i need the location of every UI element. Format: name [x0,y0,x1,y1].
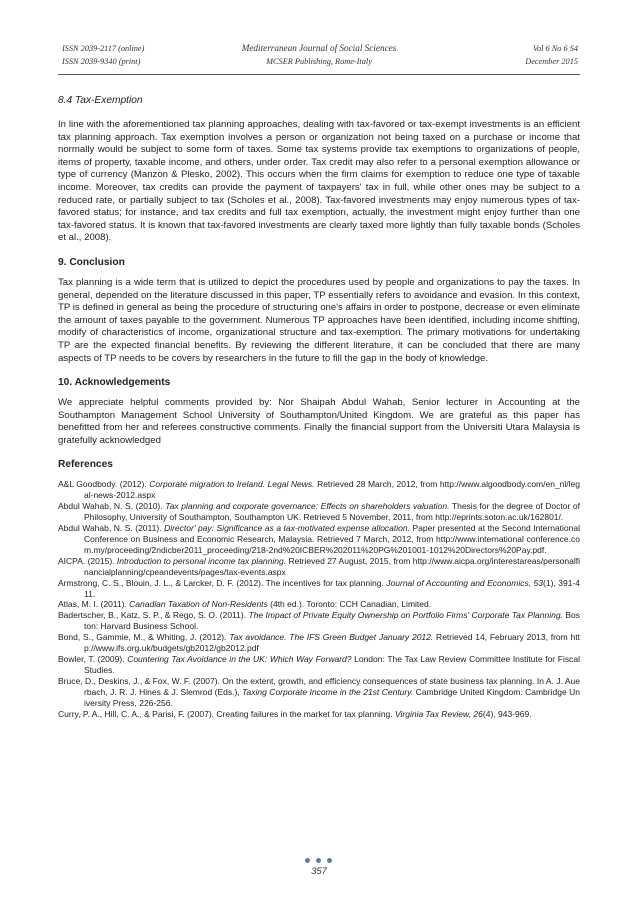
section-heading-acknowledgements: 10. Acknowledgements [58,377,171,389]
reference-item: Bruce, D., Deskins, J., & Fox, W. F. (2007). On the extent, growth, and efficiency consequences of state business tax planning. In A. J. Auerbach, J. R. J. Hines & J. Slemrod (Eds.), Taxing Corporate Income in the 21st Century. Cambridge United Kingdom: Cambridge University Press, 226-256. [58,675,580,708]
reference-item: Bond, S., Gammie, M., & Whiting, J. (2012). Tax avoidance. The IFS Green Budget January 2012. Retrieved 14, February 2013, from http://www.ifs.org.uk/budgets/gb2012/gb2012.pdf [58,632,580,654]
page-header [58,42,580,75]
reference-item: Bowler, T. (2009). Countering Tax Avoidance in the UK: Which Way Forward? London: The Tax Law Review Committee Institute for Fiscal Studies. [58,653,580,675]
reference-item: Abdul Wahab, N. S. (2011). Director' pay: Significance as a tax-motivated expense allocation. Paper presented at the Second International Conference on Business and Economic Research, Malaysia. Retrieved 7 March, 2012, from http://www.international conference.com.my/proceeding/2ndicber2011_proceeding/218-2nd%20ICBER%202011%20PG%201001-1012%20Directors%20Pay.pdf. [58,523,580,555]
reference-item: Atlas, M. I. (2011). Canadian Taxation of Non-Residents (4th ed.). Toronto: CCH Canadian, Limited. [58,599,432,610]
section-heading-tax-exemption: 8.4 Tax-Exemption [58,95,143,106]
issn-online: ISSN 2039-2117 (online) [62,44,145,53]
paragraph-acknowledgements: We appreciate helpful comments provided by: Nor Shaipah Abdul Wahab, Senior lecturer in Accounting at the Southampton Management School University of Southampton/United Kingdom. We are grateful as this paper has benefitted from her and referees constructive comments. Finally the financial support from the Universiti Utara Malaysia is gratefully acknowledged [58,397,580,446]
reference-item: Curry, P. A., Hill, C. A., & Parisi, F. (2007). Creating failures in the market for tax planning. Virginia Tax Review, 26(4), 943-969. [58,708,532,719]
reference-item: A&L Goodbody. (2012). Corporate migration to Ireland. Legal News. Retrieved 28 March, 2012, from http://www.algoodbody.com/en_nl/legal-news-2012.aspx [58,479,580,501]
volume-info: Vol 6 No 6 S4 [532,44,578,53]
section-heading-references: References [58,459,113,471]
ornament-dot [316,858,321,863]
reference-item: Abdul Wahab, N. S. (2010). Tax planning and corporate governance: Effects on shareholders valuation. Thesis for the degree of Doctor of Philosophy, University of Southampton, Southampton UK. Retrieved 5 November, 2011, from http://eprints.soton.ac.uk/162801/. [58,501,580,523]
paragraph-conclusion: Tax planning is a wide term that is utilized to depict the procedures used by people and organizations to pay the taxes. In general, depended on the literature discussed in this paper, TP essentially refers to avoidance and evasion. In this context, TP is defined in general as being the procedure of structuring one's affairs in order to postpone, decrease or even eliminate the amount of taxes payable to the government. Numerous TP approaches have been identified, including income shifting, modify of characteristics of income, organizational structure and tax-exemption. The primary motivations for undertaking TP are the expected financial benefits. By reviewing the different literature, it can be concluded that there are many aspects of TP needs to be covers by researchers in the future to fill the gap in the body of knowledge. [58,276,580,364]
page-number: 357 [311,866,327,877]
footer-ornament [303,858,335,864]
issn-print: ISSN 2039-9340 (print) [62,57,141,66]
publisher-name: MCSER Publishing, Rome-Italy [266,57,372,66]
header-volume [525,42,578,68]
reference-item: Armstrong, C. S., Blouin, J. L., & Larcker, D. F. (2012). The incentives for tax planning. Journal of Accounting and Economics, 53(1), 391-411. [58,577,580,599]
article-body [58,95,580,719]
journal-name: Mediterranean Journal of Social Sciences [241,43,397,53]
paragraph-tax-exemption: In line with the aforementioned tax planning approaches, dealing with tax-favored or tax-exempt investments is an efficient tax planning approach. Tax exemption involves a person or organization not being taxed on a purchase or income that normally would be subject to some form of taxes. Some tax systems provide tax exemptions to organizations of people, items of property, taxable income, and others, under order. Tax credit may also refer to a personal exemption allowance or type of currency (Manzon & Plesko, 2002). This occurs when the firm claims for exemption to reduce one type of taxable income. Moreover, tax credits can provide the payment of taxpayers' tax in full, while other ones may be subject to a reduced rate, or partially subject to tax (Scholes et al., 2008). Tax-favored investments may enjoy numerous types of tax-favored status; for instance, and tax credits and full tax exemption, actually, the investment might enjoy further than one tax-favored status. It is known that tax-favored investments are clearly taxed more lightly than fully taxable bonds (Scholes et al., 2008). [58,119,580,244]
ornament-dot [305,858,310,863]
reference-item: AICPA. (2015). Introduction to personal income tax planning. Retrieved 27 August, 2015, from http://www.aicpa.org/interestareas/personalfinancialplanning/cpeandevents/pages/tax-events.aspx [58,555,580,577]
header-journal [58,42,580,68]
ornament-dot [327,858,332,863]
reference-item: Badertscher, B., Katz, S. P., & Rego, S. O. (2011). The Impact of Private Equity Ownership on Portfolio Firms' Corporate Tax Planning. Boston: Harvard Business School. [58,610,580,632]
issue-date: December 2015 [525,57,578,66]
section-heading-conclusion: 9. Conclusion [58,256,125,268]
reference-list [58,479,580,719]
